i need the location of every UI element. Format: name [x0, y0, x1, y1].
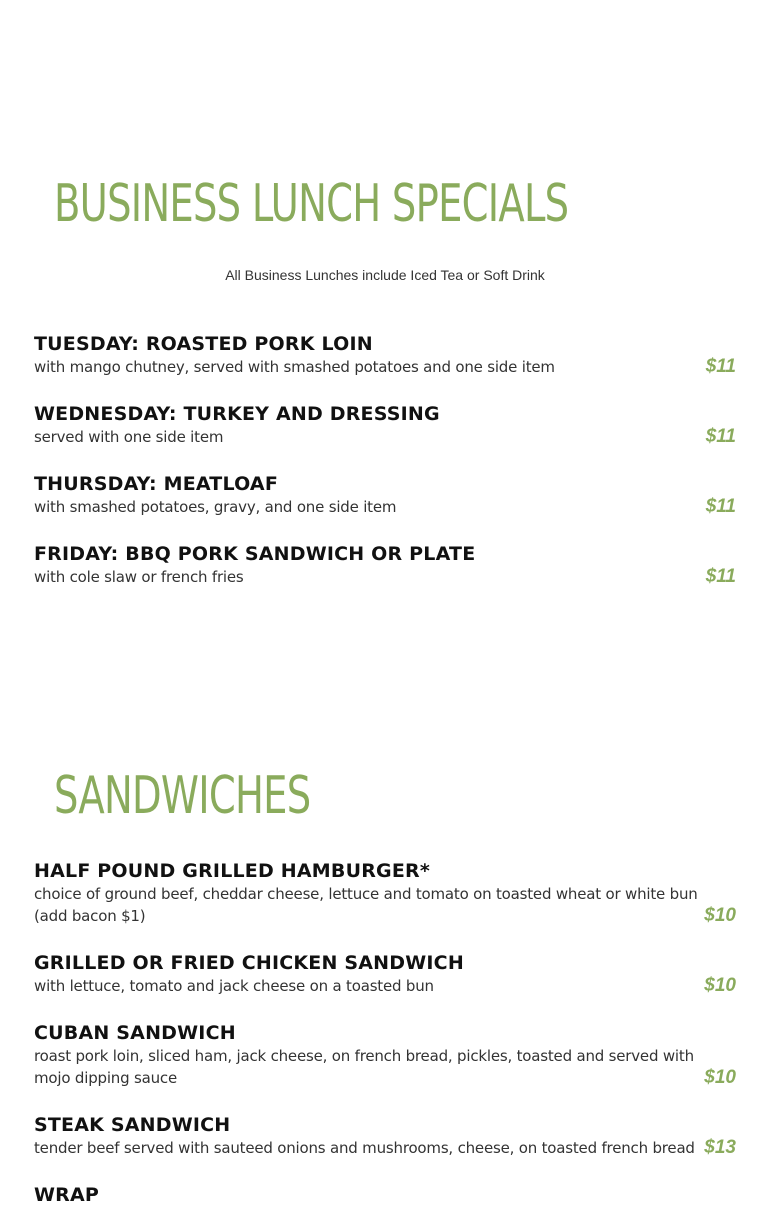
menu-item-cuban-sandwich — [34, 1021, 736, 1089]
business-lunch-subtitle: All Business Lunches include Iced Tea or Soft Drink — [225, 267, 545, 283]
menu-item-price: $11 — [705, 426, 736, 447]
menu-item-price: $13 — [704, 1137, 736, 1158]
menu-item-price: $10 — [704, 975, 736, 996]
menu-item-name: WEDNESDAY: TURKEY AND DRESSING — [34, 403, 440, 425]
menu-item-hamburger — [34, 859, 736, 927]
menu-item-thursday — [34, 472, 736, 518]
menu-item-name: FRIDAY: BBQ PORK SANDWICH OR PLATE — [34, 543, 476, 565]
menu-item-name: STEAK SANDWICH — [34, 1114, 231, 1136]
menu-item-name: CUBAN SANDWICH — [34, 1022, 236, 1044]
menu-item-price: $11 — [705, 566, 736, 587]
menu-item-price: $11 — [705, 356, 736, 377]
sandwiches-title: SANDWICHES — [54, 766, 311, 826]
menu-item-description: with lettuce, tomato and jack cheese on a toasted bun — [34, 977, 434, 995]
menu-item-name: TUESDAY: ROASTED PORK LOIN — [34, 333, 373, 355]
menu-item-price: $10 — [704, 905, 736, 926]
business-lunch-title: BUSINESS LUNCH SPECIALS — [54, 174, 569, 234]
menu-item-name: HALF POUND GRILLED HAMBURGER* — [34, 860, 430, 882]
menu-item-description: with cole slaw or french fries — [34, 568, 244, 586]
menu-item-description: tender beef served with sauteed onions and mushrooms, cheese, on toasted french bread — [34, 1139, 695, 1157]
menu-item-name: WRAP — [34, 1184, 100, 1206]
menu-item-friday — [34, 542, 736, 588]
menu-item-description: served with one side item — [34, 428, 224, 446]
menu-item-description: with mango chutney, served with smashed potatoes and one side item — [34, 358, 555, 376]
menu-item-steak-sandwich — [34, 1113, 736, 1159]
menu-item-tuesday — [34, 332, 736, 378]
menu-item-name: THURSDAY: MEATLOAF — [34, 473, 279, 495]
menu-item-name: GRILLED OR FRIED CHICKEN SANDWICH — [34, 952, 464, 974]
menu-item-price: $10 — [704, 1067, 736, 1088]
menu-item-wrap — [34, 1183, 736, 1207]
menu-item-price: $11 — [705, 496, 736, 517]
menu-item-wednesday — [34, 402, 736, 448]
menu-item-description: choice of ground beef, cheddar cheese, lettuce and tomato on toasted wheat or white bun (add bacon $1) — [34, 885, 698, 925]
menu-item-description: with smashed potatoes, gravy, and one side item — [34, 498, 397, 516]
menu-item-description: roast pork loin, sliced ham, jack cheese, on french bread, pickles, toasted and served with mojo dipping sauce — [34, 1047, 694, 1087]
menu-item-chicken-sandwich — [34, 951, 736, 997]
